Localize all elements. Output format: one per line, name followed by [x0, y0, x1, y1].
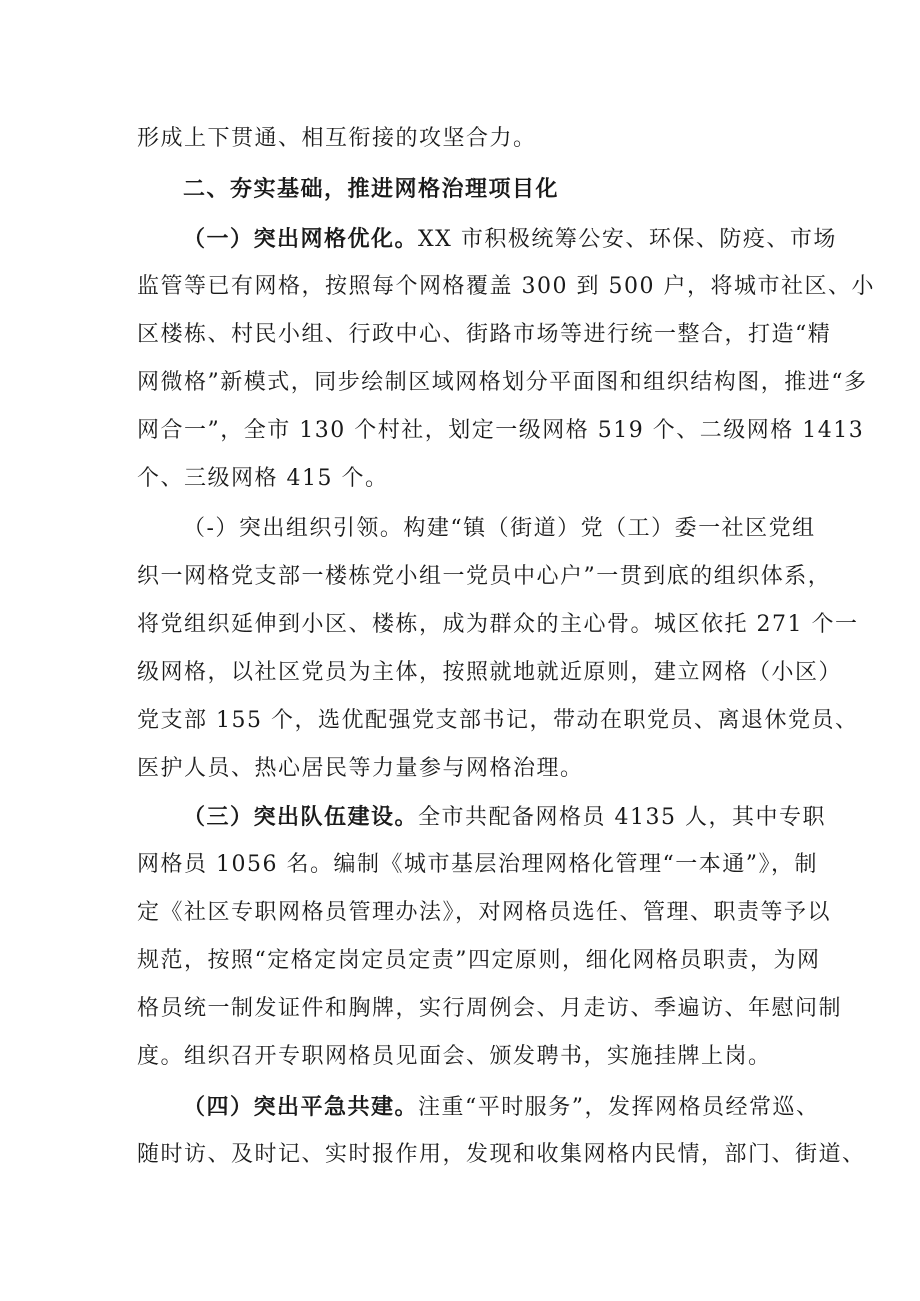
- text-span: 注重“平时服务”，发挥网格员经常巡、: [418, 1095, 820, 1120]
- text-line: 网格员 1056 名。编制《城市基层治理网格化管理“一本通”》，制: [137, 852, 818, 877]
- paragraph-4-lead: （四）突出平急共建。: [183, 1094, 419, 1120]
- paragraph-3-lead: （三）突出队伍建设。: [183, 804, 419, 830]
- text-line: 度。组织召开专职网格员见面会、颁发聘书，实施挂牌上岗。: [137, 1044, 772, 1069]
- text-line: 随时访、及时记、实时报作用，发现和收集网格内民情，部门、街道、: [137, 1142, 866, 1167]
- text-line: 网合一”，全市 130 个村社，划定一级网格 519 个、二级网格 1413: [137, 418, 865, 443]
- text-line: 定《社区专职网格员管理办法》，对网格员选任、管理、职责等予以: [137, 900, 832, 925]
- text-line: 党支部 155 个，选优配强党支部书记，带动在职党员、离退休党员、: [137, 708, 859, 733]
- paragraph-1-first-line: [183, 224, 837, 255]
- text-line: 区楼栋、村民小组、行政中心、街路市场等进行统一整合，打造“精: [137, 322, 832, 347]
- text-line: 个、三级网格 415 个。: [137, 466, 389, 491]
- text-line: 医护人员、热心居民等力量参与网格治理。: [137, 756, 584, 781]
- text-line: 网微格”新模式，同步绘制区域网格划分平面图和组织结构图，推进“多: [137, 370, 868, 395]
- paragraph-2-first-line: （-）突出组织引领。构建“镇（街道）党（工）委一社区党组: [183, 516, 816, 541]
- text-span: XX 市积极统筹公安、环保、防疫、市场: [418, 227, 837, 252]
- text-line: 形成上下贯通、相互衔接的攻坚合力。: [137, 126, 537, 151]
- text-line: 织一网格党支部一楼栋党小组一党员中心户”一贯到底的组织体系，: [137, 564, 832, 589]
- text-line: 级网格，以社区党员为主体，按照就地就近原则，建立网格（小区）: [137, 660, 843, 685]
- text-span: 全市共配备网格员 4135 人，其中专职: [418, 805, 826, 830]
- text-line: 格员统一制发证件和胸牌，实行周例会、月走访、季遍访、年慰问制: [137, 996, 843, 1021]
- paragraph-3-first-line: [183, 802, 826, 833]
- paragraph-1-lead: （一）突出网格优化。: [183, 226, 419, 252]
- text-line: 将党组织延伸到小区、楼栋，成为群众的主心骨。城区依托 271 个一: [137, 612, 859, 637]
- section-heading: 二、夯实基础，推进网格治理项目化: [183, 176, 560, 202]
- paragraph-4-first-line: [183, 1092, 820, 1123]
- text-line: 规范，按照“定格定岗定员定责”四定原则，细化网格员职责，为网: [137, 948, 821, 973]
- text-line: 监管等已有网格，按照每个网格覆盖 300 到 500 户，将城市社区、小: [137, 274, 875, 299]
